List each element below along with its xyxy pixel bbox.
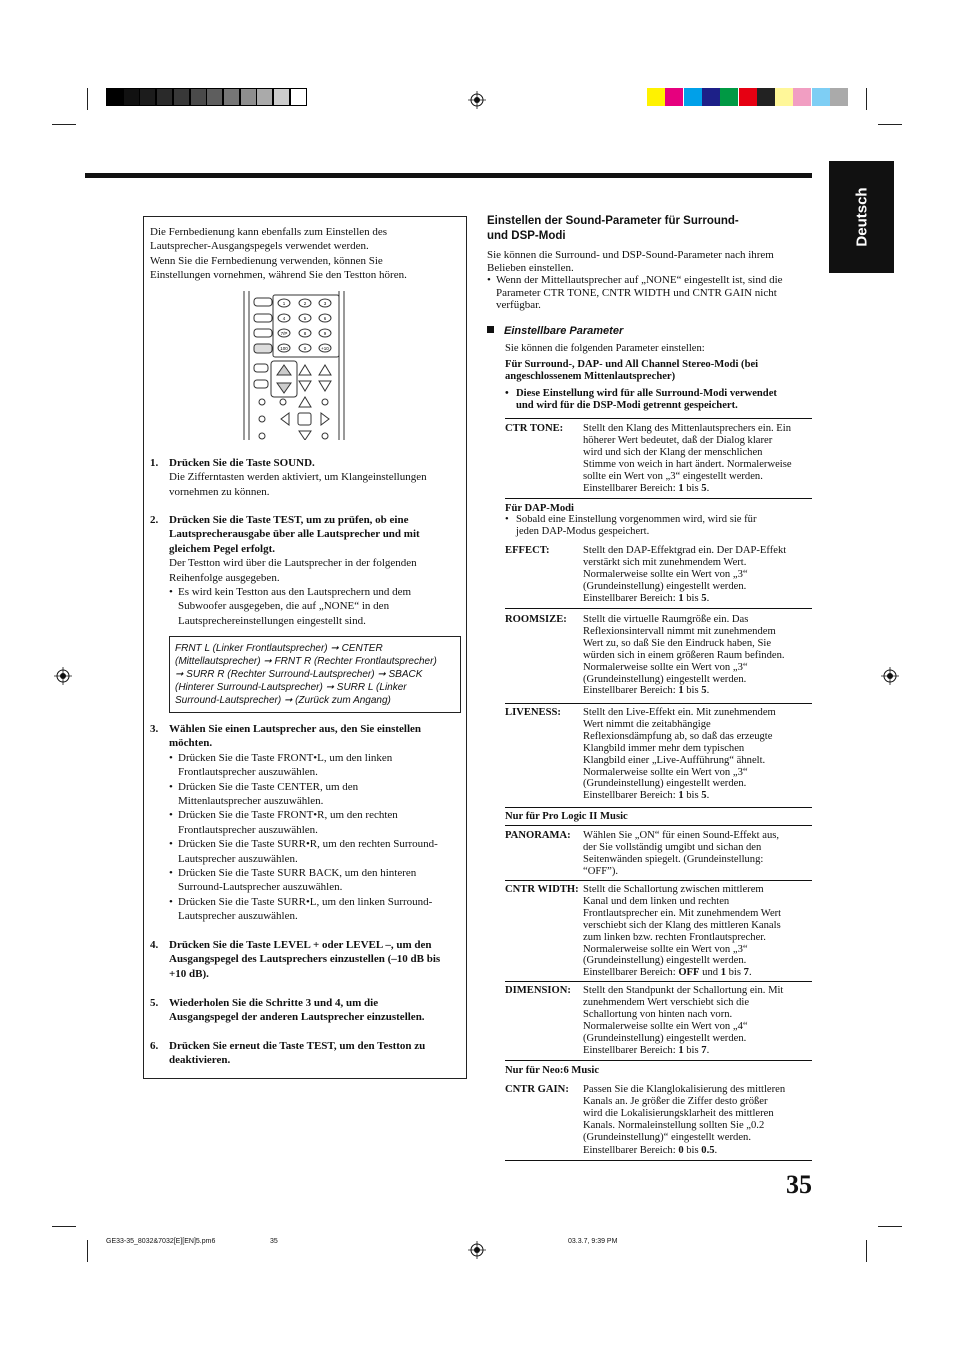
intro-bullet-line: Parameter CTR TONE, CNTR WIDTH und CNTR GAIN nicht (496, 286, 777, 299)
param-text: höherer Wert bedeutet, daß der Dialog klarer (583, 434, 773, 446)
subheading (487, 325, 623, 337)
bullet-line: Drücken Sie die Taste SURR•R, um den rechten Surround- (178, 838, 438, 851)
footer-file: GE33-35_8032&7032[E][EN]5.pm6 (106, 1238, 216, 1245)
group-heading: Nur für Pro Logic II Music (505, 811, 628, 822)
remote-key-label: +10 (321, 345, 329, 351)
bullet-text (178, 585, 461, 628)
param-text: Klangbild einer „Live-Aufführung“ ähnelt. (583, 754, 766, 766)
remote-key-label: 100 (280, 345, 288, 351)
divider (505, 825, 812, 826)
bullet-text (178, 751, 461, 780)
param-text: Normalerweise sollte ein Wert von „3“ (583, 661, 748, 673)
range-to: 5 (701, 592, 707, 604)
registration-mark-icon (468, 1241, 486, 1259)
bullet-line: Drücken Sie die Taste SURR•L, um den linken Surround- (178, 895, 433, 908)
color-swatch (812, 88, 830, 106)
color-swatch (647, 88, 665, 106)
bullet-dot: • (505, 388, 509, 399)
divider (505, 703, 812, 704)
range-label: Einstellbarer Bereich: (583, 1145, 679, 1156)
step-number: 4. (150, 939, 159, 951)
range-end: . (706, 1044, 710, 1056)
param-text: Normalerweise sollte ein Wert von „3“ (583, 766, 748, 778)
sequence-line: Surround-Lautsprecher) ➞ (Zurück zum Angang) (175, 695, 391, 706)
remote-key-label: 9 (323, 330, 327, 336)
range-label: Einstellbarer Bereich: (583, 1044, 679, 1056)
top-rule (85, 173, 812, 178)
param-text: (Grundeinstellung) eingestellt werden. (583, 580, 747, 592)
section-heading (487, 214, 807, 244)
divider (505, 498, 812, 499)
intro-bullet-line: verfügbar. (496, 299, 541, 311)
remote-key-label: 5 (303, 315, 307, 321)
param-text: Stellt den Standpunkt der Schallortung ein. Mit (583, 985, 784, 996)
footer-page: 35 (270, 1238, 278, 1245)
param-text: (Grundeinstellung) eingestellt werden. (583, 1032, 747, 1044)
range-end: . (706, 592, 710, 604)
step-bullet (169, 585, 461, 628)
color-swatch (720, 88, 738, 106)
bullet-dot: • (169, 780, 173, 793)
range-sep: bis (683, 482, 702, 494)
page-number: 35 (786, 1170, 812, 1199)
range-label: Einstellbarer Bereich: (583, 685, 679, 697)
intro-line: Belieben einstellen. (487, 261, 574, 274)
intro-bullet-line: Wenn der Mittellautsprecher auf „NONE“ eingestellt ist, sind die (496, 274, 783, 286)
range-end: . (706, 790, 710, 802)
remote-key-label: 2 (303, 300, 307, 306)
gray-swatch (156, 88, 173, 106)
range-to: 5 (701, 482, 707, 494)
gray-swatch (190, 88, 207, 106)
bullet-line: Drücken Sie die Taste SURR BACK, um den hinteren (178, 867, 417, 879)
range-sep: bis (683, 790, 702, 802)
param-text: würden sich in einem größeren Raum befinden. (583, 649, 785, 661)
divider (505, 608, 812, 609)
param-text: Normalerweise sollte ein Wert von „3“ (583, 943, 748, 955)
gray-swatch (106, 88, 123, 106)
step-heading: Lautsprecherausgabe über alle Lautsprecher und mit (169, 528, 420, 541)
color-swatch (739, 88, 757, 106)
param-text: Stellt den Live-Effekt ein. Mit zunehmendem (583, 707, 776, 718)
step-text: vornehmen zu können. (169, 485, 270, 498)
range-end: . (706, 685, 710, 697)
bullet-line: Drücken Sie die Taste FRONT•R, um den rechten (178, 809, 398, 822)
param-text: (Grundeinstellung) eingestellt werden. (583, 955, 747, 967)
bullet-line: Surround-Lautsprecher auszuwählen. (178, 881, 343, 894)
param-text: Wert zu, so daß Sie den Eindruck haben, Sie (583, 637, 772, 649)
param-text: verschiebt sich der Klang des mittleren Kanals (583, 919, 781, 931)
step-heading: Drücken Sie erneut die Taste TEST, um den Testton zu (169, 1040, 426, 1052)
param-label: CTR TONE: (505, 423, 564, 434)
param-text: zum linken bzw. rechten Frontlautsprecher. (583, 931, 766, 943)
gray-swatch (240, 88, 257, 106)
bullet-dot: • (505, 514, 509, 525)
param-text: Schallortung von hinten nach vorn. (583, 1008, 733, 1020)
remote-key-label: 6 (323, 315, 327, 321)
param-text: Klangbild immer mehr dem typischen (583, 742, 745, 754)
range-from: 1 (678, 790, 684, 802)
group-bullet-line: Diese Einstellung wird für alle Surround-Modi verwendet (516, 388, 777, 399)
step-heading: Drücken Sie die Taste LEVEL + oder LEVEL –, um den (169, 939, 432, 951)
range-to: 5 (701, 790, 707, 802)
range-from: 1 (678, 482, 684, 494)
bullet-dot: • (169, 838, 173, 851)
bullet-dot: • (169, 895, 173, 908)
subheading-text: Einstellbare Parameter (504, 325, 624, 337)
group-heading: Für Surround-, DAP- und All Channel Stereo-Modi (bei (505, 359, 759, 370)
divider (505, 1160, 812, 1161)
bullet-line: Drücken Sie die Taste CENTER, um den (178, 780, 359, 793)
gray-swatch (290, 88, 307, 106)
group-bullet-line: jeden DAP-Modus gespeichert. (516, 525, 650, 537)
gray-swatch (139, 88, 156, 106)
bullet-text (178, 837, 461, 866)
gray-swatch (223, 88, 240, 106)
step-heading: Wählen Sie einen Lautsprecher aus, den Sie einstellen (169, 723, 422, 735)
param-text: sollte ein Wert von „3“ eingestellt werden. (583, 470, 763, 482)
gray-swatch (123, 88, 140, 106)
square-bullet-icon (487, 326, 494, 333)
param-label: CNTR WIDTH: (505, 884, 579, 895)
remote-key-label: 4 (282, 315, 286, 321)
param-text: Stellt die Schallortung zwischen mittlerem (583, 884, 764, 895)
param-label: EFFECT: (505, 545, 550, 556)
group-heading: Nur für Neo:6 Music (505, 1065, 600, 1076)
bullet-dot: • (169, 586, 173, 598)
param-label: LIVENESS: (505, 707, 561, 718)
remote-key-label: 1 (282, 300, 286, 306)
language-tab (829, 161, 894, 273)
step-text: Reihenfolge ausgegeben. (169, 571, 280, 584)
sequence-line: (Hinterer Surround-Lautsprecher) ➞ SURR L (Linker (175, 682, 407, 693)
group-heading: angeschlossenem Mittenlautsprecher) (505, 370, 676, 382)
param-text: Seitenwänden spiegelt. (Grundeinstellung: (583, 853, 764, 865)
param-text: Kanals an. Je größer die Ziffer desto größer (583, 1095, 768, 1107)
param-range (583, 967, 813, 979)
intro-line: Wenn Sie die Fernbedienung verwenden, können Sie (150, 254, 383, 267)
range-end: . (714, 1145, 718, 1156)
bullet-line: Frontlautsprecher auszuwählen. (178, 766, 318, 779)
param-text: Stellt den Klang des Mittenlautsprechers ein. Ein (583, 423, 792, 434)
crop-mark (866, 88, 867, 110)
param-text: Frontlautsprecher ein. Mit zunehmendem Wert (583, 907, 782, 919)
step-heading: gleichem Pegel erfolgt. (169, 542, 275, 555)
bullet-dot: • (487, 274, 491, 286)
step-text: Die Zifferntasten werden aktiviert, um Klangeinstellungen (169, 471, 427, 484)
group-heading: Für DAP-Modi (505, 503, 574, 514)
gray-swatch (173, 88, 190, 106)
param-text: verstärkt sich mit zunehmendem Wert. (583, 556, 747, 568)
step-bullet (169, 895, 461, 924)
bullet-line: Es wird kein Testton aus den Lautsprechern und dem (178, 586, 412, 598)
crop-mark (878, 124, 902, 125)
remote-control-illustration (243, 291, 345, 440)
language-tab-label: Deutsch (853, 187, 870, 247)
param-text: der Sie vollständig umgibt und sichan den (583, 841, 762, 853)
color-swatch (830, 88, 848, 106)
step-heading: möchten. (169, 737, 213, 750)
param-text: Normalerweise sollte ein Wert von „3“ (583, 568, 748, 580)
step-bullet (169, 866, 461, 895)
color-swatch (702, 88, 720, 106)
step-heading: Ausgangspegel der anderen Lautsprecher einzustellen. (169, 1011, 425, 1024)
speaker-sequence (175, 642, 457, 707)
heading-line: und DSP-Modi (487, 230, 566, 242)
step-number: 3. (150, 723, 159, 735)
remote-key-label: 3 (323, 300, 327, 306)
range-sep: bis (683, 1044, 702, 1056)
crop-mark (87, 88, 88, 110)
divider (505, 418, 812, 419)
group-bullet-line: und wird für die DSP-Modi getrennt gespeichert. (516, 399, 738, 411)
range-label: Einstellbarer Bereich: (583, 967, 679, 979)
bullet-dot: • (169, 809, 173, 822)
bullet-text (178, 866, 461, 895)
footer-date: 03.3.7, 9:39 PM (568, 1238, 618, 1245)
range-to: 5 (701, 685, 707, 697)
step-number: 1. (150, 457, 159, 469)
bullet-line: Mittenlautsprecher auszuwählen. (178, 795, 324, 807)
range-sep: bis (683, 592, 702, 604)
crop-mark (52, 124, 76, 125)
remote-key-label: 7/P (280, 330, 288, 336)
param-range (583, 1145, 813, 1157)
step-heading: Drücken Sie die Taste TEST, um zu prüfen, ob eine (169, 514, 409, 526)
param-label: PANORAMA: (505, 830, 571, 841)
param-text: Wert nimmt die zeitabhängige (583, 718, 711, 730)
sequence-line: FRNT L (Linker Frontlautsprecher) ➞ CENTER (175, 643, 383, 654)
remote-key-label: 0 (303, 345, 307, 351)
range-from: 1 (678, 685, 684, 697)
param-range (583, 790, 813, 802)
param-text: Passen Sie die Klanglokalisierung des mittleren (583, 1084, 786, 1095)
range-sep: bis (683, 685, 702, 697)
remote-key-label: 8 (303, 330, 307, 336)
step-heading: deaktivieren. (169, 1054, 231, 1067)
step-heading: +10 dB). (169, 967, 209, 980)
range-label: Einstellbarer Bereich: (583, 790, 679, 802)
intro-line: Die Fernbedienung kann ebenfalls zum Einstellen des (150, 226, 388, 238)
color-swatch (684, 88, 702, 106)
range-from: 1 (678, 592, 684, 604)
registration-mark-icon (468, 91, 486, 109)
step-heading: Wiederholen Sie die Schritte 3 und 4, um die (169, 997, 379, 1009)
range-to: 0.5 (701, 1145, 715, 1156)
range-to: 1 (720, 967, 726, 979)
range-end: . (706, 482, 710, 494)
param-text: (Grundeinstellung)“ eingestellt werden. (583, 1131, 751, 1143)
bullet-line: Lautsprecher auszuwählen. (178, 910, 298, 923)
step-number: 5. (150, 997, 159, 1009)
intro-line: Einstellungen vornehmen, während Sie den Testton hören. (150, 269, 407, 282)
divider (505, 981, 812, 982)
param-text: Reflexionsintervall nimmt mit zunehmendem (583, 625, 776, 637)
bullet-line: Lautsprechereinstellungen eingestellt sind. (178, 614, 366, 627)
param-text: Reflexionsdämpfung ab, so daß das erzeugte (583, 730, 773, 742)
gray-swatch (206, 88, 223, 106)
step-heading: Drücken Sie die Taste SOUND. (169, 457, 315, 469)
param-text: Stellt die virtuelle Raumgröße ein. Das (583, 614, 749, 625)
param-text: Normalerweise sollte ein Wert von „4“ (583, 1020, 748, 1032)
step-bullet (169, 780, 461, 809)
heading-line: Einstellen der Sound-Parameter für Surround- (487, 215, 739, 227)
range-label: Einstellbarer Bereich: (583, 482, 679, 494)
bullet-dot: • (169, 867, 173, 879)
color-swatch (793, 88, 811, 106)
param-text: Stellt den DAP-Effektgrad ein. Der DAP-Effekt (583, 545, 787, 556)
param-text: Kanal und dem linken und rechten (583, 895, 730, 907)
crop-mark (87, 1240, 88, 1262)
bullet-line: Frontlautsprecher auszuwählen. (178, 823, 318, 836)
divider (505, 807, 812, 808)
param-range (583, 1045, 813, 1057)
color-swatch (757, 88, 775, 106)
param-text: (Grundeinstellung) eingestellt werden. (583, 778, 747, 790)
range-label: Einstellbarer Bereich: (583, 592, 679, 604)
bullet-text (178, 780, 461, 809)
range-from: 1 (678, 1044, 684, 1056)
range-from: OFF (678, 967, 700, 979)
divider (505, 1060, 812, 1061)
color-swatch (665, 88, 683, 106)
bullet-text (178, 895, 461, 924)
param-range (583, 685, 813, 697)
crop-mark (866, 1240, 867, 1262)
step-bullet (169, 808, 461, 837)
step-bullet (169, 837, 461, 866)
crop-mark (52, 1226, 76, 1227)
step-text: Der Testton wird über die Lautsprecher in der folgenden (169, 557, 417, 570)
registration-mark-icon (881, 667, 899, 685)
bullet-line: Drücken Sie die Taste FRONT•L, um den linken (178, 751, 393, 764)
step-bullet (169, 751, 461, 780)
divider (505, 880, 812, 881)
param-text: “OFF”). (583, 865, 619, 877)
bullet-text (178, 808, 461, 837)
gray-swatch (256, 88, 273, 106)
intro-line: Lautsprecher-Ausgangspegels verwendet werden. (150, 240, 369, 253)
param-label: DIMENSION: (505, 985, 571, 996)
range-end: . (748, 967, 752, 979)
param-text: (Grundeinstellung) eingestellt werden. (583, 673, 747, 685)
crop-mark (878, 1226, 902, 1227)
range-sep: und (699, 967, 721, 979)
param-text: Kanals. Normaleinstellung sollten Sie „0.2 (583, 1119, 765, 1131)
param-text: wird die Lokalisierungsklarheit des mittleren (583, 1107, 774, 1119)
param-text: Stimme von weich in hart ändert. Normalerweise (583, 458, 792, 470)
registration-mark-icon (54, 667, 72, 685)
param-text: zunehmendem Wert verschiebt sich die (583, 996, 750, 1008)
sequence-line: (Mittellautsprecher) ➞ FRNT R (Rechter Frontlautsprecher) (175, 656, 437, 667)
sub-intro: Sie können die folgenden Parameter einstellen: (505, 343, 705, 354)
range-to: 7 (743, 967, 749, 979)
param-range (583, 483, 813, 495)
bullet-line: Lautsprecher auszuwählen. (178, 852, 298, 865)
step-number: 6. (150, 1040, 159, 1052)
range-sep: bis (725, 967, 744, 979)
param-label: ROOMSIZE: (505, 614, 567, 625)
sequence-line: ➞ SURR R (Rechter Surround-Lautsprecher) ➞ SBACK (175, 669, 423, 680)
gray-swatch (273, 88, 290, 106)
intro-line: Sie können die Surround- und DSP-Sound-Parameter nach ihrem (487, 249, 774, 261)
range-sep: bis (683, 1145, 702, 1156)
group-bullet-line: Sobald eine Einstellung vorgenommen wird, wird sie für (516, 514, 757, 525)
bullet-dot: • (169, 751, 173, 764)
param-range (583, 593, 813, 605)
step-heading: Ausgangspegel des Lautsprechers einzustellen (–10 dB bis (169, 953, 441, 966)
param-label: CNTR GAIN: (505, 1084, 569, 1095)
bullet-line: Subwoofer ausgegeben, die auf „NONE“ in den (178, 600, 390, 613)
range-to: 7 (701, 1044, 707, 1056)
param-text: wird und sich der Klang der menschlichen (583, 446, 763, 458)
color-swatch (775, 88, 793, 106)
range-from: 0 (678, 1145, 684, 1156)
speaker-sequence-box (169, 636, 461, 713)
step-number: 2. (150, 514, 159, 526)
param-text: Wählen Sie „ON“ für einen Sound-Effekt aus, (583, 830, 780, 841)
